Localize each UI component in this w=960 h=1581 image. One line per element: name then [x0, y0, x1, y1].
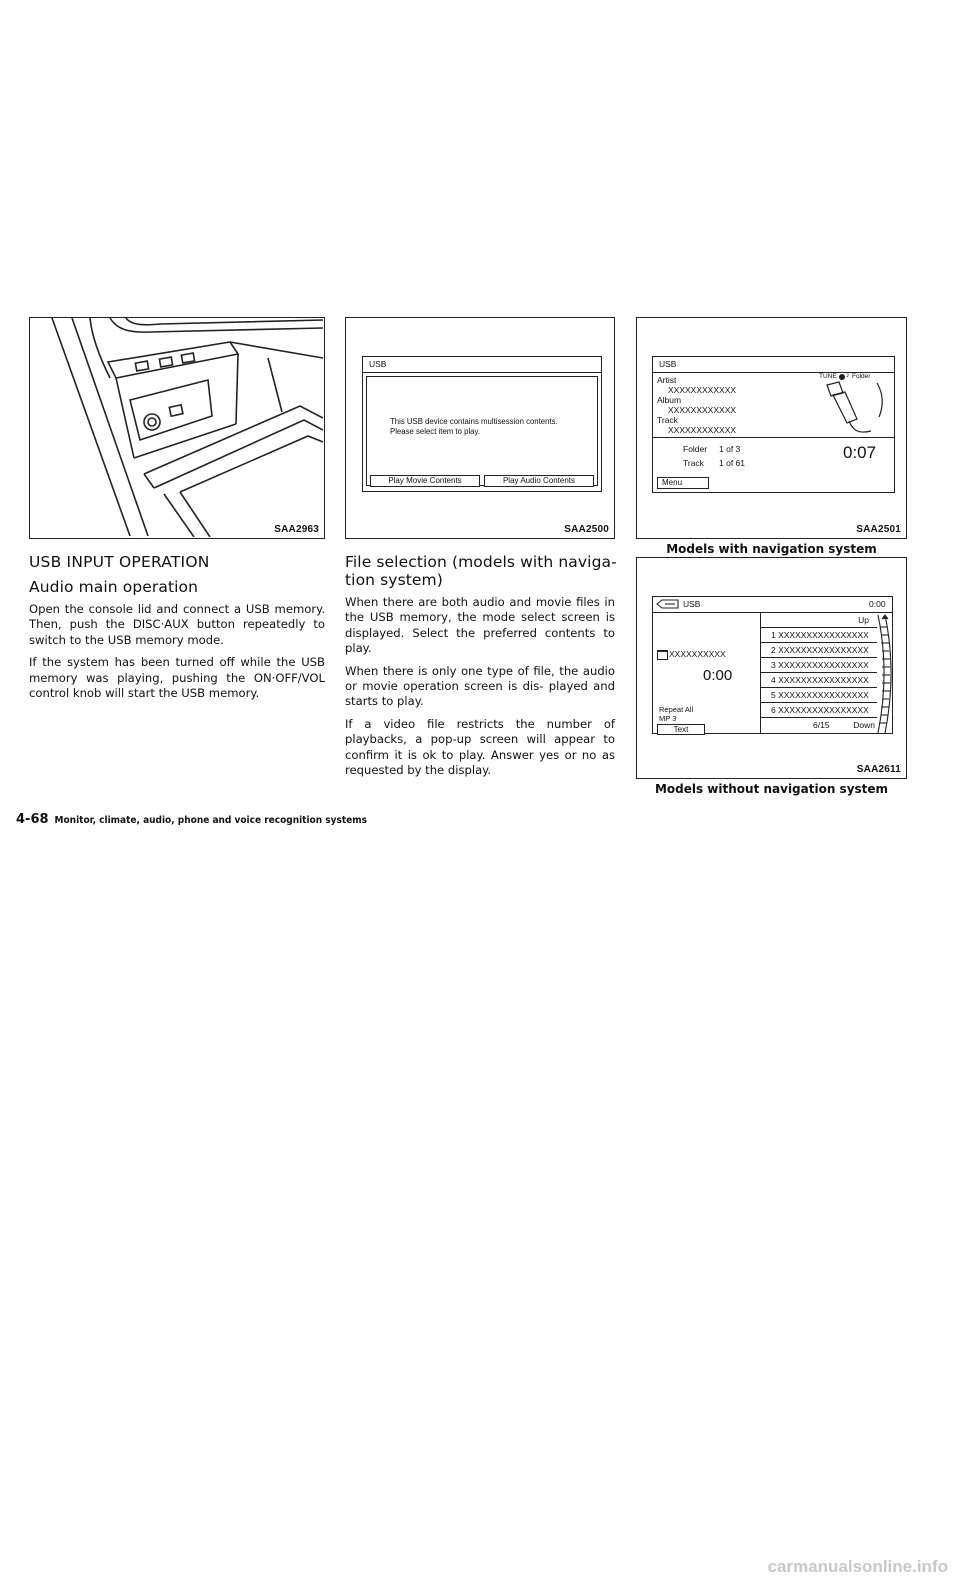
artist-label: Artist — [657, 375, 677, 385]
list-item[interactable]: 2 XXXXXXXXXXXXXXXX — [761, 643, 877, 658]
track-label: Track — [657, 415, 678, 425]
folder-label: Folder — [683, 444, 708, 454]
item-count: 6/15 — [813, 720, 830, 730]
figure-code: SAA2500 — [564, 524, 609, 535]
track-value: XXXXXXXXXXXX — [668, 425, 737, 435]
usb-plug-icon — [821, 379, 891, 439]
text-button[interactable]: Text — [657, 724, 705, 735]
track-list — [760, 613, 877, 733]
list-item[interactable]: 3 XXXXXXXXXXXXXXXX — [761, 658, 877, 673]
chapter-title: Monitor, climate, audio, phone and voice recognition systems — [54, 815, 367, 826]
paragraph: If the system has been turned off while the USB memory was playing, pushing the ON·OFF/VOL control knob will start the USB memory. — [29, 655, 325, 701]
playback-time: 0:00 — [703, 667, 733, 684]
folder-hint-label: Folder — [852, 373, 871, 380]
figure-usb-screen-navigation — [636, 317, 907, 539]
figure-caption-navigation: Models with navigation system — [666, 542, 877, 556]
top-time: 0:00 — [869, 599, 886, 609]
title-divider — [363, 372, 601, 373]
elapsed-time: 0:07 — [843, 443, 877, 462]
track-counter-label: Track — [683, 458, 704, 468]
usb-list-display — [652, 596, 893, 734]
list-down-button[interactable]: Down — [853, 720, 875, 730]
figure-code: SAA2501 — [856, 524, 901, 535]
up-label: Up — [858, 615, 869, 625]
section-heading: USB INPUT OPERATION — [29, 553, 210, 571]
paragraph: When there are both audio and movie files in the USB memory, the mode select screen is displayed. Select the preferred contents to play. — [345, 595, 615, 656]
screen-title: USB — [659, 359, 677, 369]
watermark: carmanualsonline.info — [767, 1557, 948, 1576]
figure-mode-select-screen — [345, 317, 615, 539]
page-number: 4-68 — [16, 812, 49, 827]
usb-playback-display — [652, 356, 895, 493]
page-footer — [16, 808, 367, 827]
figure-usb-console — [29, 317, 325, 539]
usb-connector-icon — [656, 599, 680, 609]
figure-usb-screen-no-navigation — [636, 557, 907, 779]
paragraph: If a video file restricts the number of playbacks, a pop-up screen will appear to confirm it is ok to play. Answer yes or no as requested by the display. — [345, 716, 615, 778]
figure-code: SAA2963 — [274, 524, 319, 535]
message-line-1: This USB device contains multisession contents. — [390, 417, 558, 426]
scroll-dial-icon — [876, 613, 894, 735]
column-2 — [345, 553, 615, 785]
list-item[interactable]: 4 XXXXXXXXXXXXXXXX — [761, 673, 877, 688]
list-item[interactable]: 1 XXXXXXXXXXXXXXXX — [761, 628, 877, 643]
console-illustration — [30, 318, 323, 537]
tune-label: TUNE — [819, 373, 837, 380]
list-item[interactable]: 6 XXXXXXXXXXXXXXXX — [761, 703, 877, 718]
subsection-heading: Audio main operation — [29, 578, 199, 596]
file-format: MP 3 — [659, 714, 677, 723]
screen-title: USB — [369, 359, 387, 369]
folder-name: XXXXXXXXXX — [669, 649, 726, 659]
list-footer — [761, 718, 877, 733]
message-line-2: Please select item to play. — [390, 427, 480, 436]
subsection-heading-line-1: File selection (models with naviga- — [345, 553, 617, 571]
figure-code: SAA2611 — [856, 764, 901, 775]
menu-button[interactable]: Menu — [657, 477, 709, 489]
figure-caption-no-navigation: Models without navigation system — [654, 782, 889, 796]
usb-mode-select-display — [362, 356, 602, 492]
screen-title: USB — [683, 599, 701, 609]
list-item[interactable]: 5 XXXXXXXXXXXXXXXX — [761, 688, 877, 703]
artist-value: XXXXXXXXXXXX — [668, 385, 737, 395]
folder-icon — [657, 650, 668, 660]
list-up-button[interactable] — [761, 613, 877, 628]
column-1 — [29, 553, 325, 708]
play-movie-contents-button[interactable]: Play Movie Contents — [370, 475, 480, 487]
album-value: XXXXXXXXXXXX — [668, 405, 737, 415]
subsection-heading-line-2: tion system) — [345, 571, 443, 589]
track-counter-value: 1 of 61 — [719, 458, 745, 468]
repeat-mode: Repeat All — [659, 705, 694, 714]
music-note-icon: ♪ — [846, 372, 850, 379]
album-label: Album — [657, 395, 682, 405]
paragraph: When there is only one type of file, the audio or movie operation screen is dis- played and starts to play. — [345, 663, 615, 709]
info-divider — [653, 437, 894, 438]
folder-value: 1 of 3 — [719, 444, 741, 454]
message-area — [366, 376, 598, 486]
play-audio-contents-button[interactable]: Play Audio Contents — [484, 475, 594, 487]
paragraph: Open the console lid and connect a USB memory. Then, push the DISC·AUX button repeatedly to switch to the USB memory mode. — [29, 602, 325, 647]
